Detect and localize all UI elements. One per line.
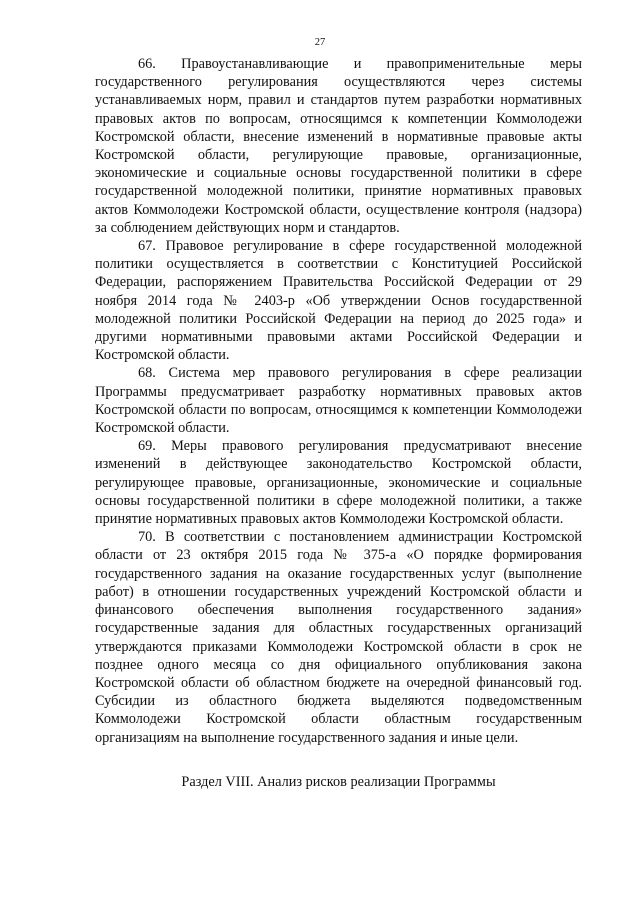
paragraph-70: 70. В соответствии с постановлением администрации Костромской области от 23 октября 2015 года № 375-а «О порядке формирования государственного задания на оказание государственных услуг (выполнение работ) в отношении государственных учреждений Костромской области и финансового обеспечения выполнения государственного задания» государственные задания для областных государственных организаций утверждаются приказами Коммолодежи Костромской области в срок не позднее одного месяца со дня официального опубликования закона Костромской области об областном бюджете на очередной финансовый год. Субсидии из областного бюджета выделяются подведомственным Коммолодежи Костромской области областным государственным организациям на выполнение государственного задания и иные цели.: [95, 529, 582, 746]
paragraph-69: 69. Меры правового регулирования предусматривают внесение изменений в действующее законодательство Костромской области, регулирующее правовые, организационные, экономические и социальные основы государственной политики в сфере молодежной политики, а также принятие нормативных правовых актов Коммолодежи Костромской области.: [95, 438, 582, 528]
paragraph-68: 68. Система мер правового регулирования в сфере реализации Программы предусматривает разработку нормативных правовых актов Костромской области по вопросам, относящимся к компетенции Коммолодежи Костромской области.: [95, 365, 582, 437]
paragraph-66: 66. Правоустанавливающие и правоприменительные меры государственного регулирования осуществляются через системы устанавливаемых норм, правил и стандартов путем разработки нормативных правовых актов по вопросам, относящимся к компетенции Коммолодежи Костромской области, внесение изменений в нормативные правовые акты Костромской области, регулирующие правовые, организационные, экономические и социальные основы государственной политики в сфере государственной молодежной политики, принятие нормативных правовых актов Коммолодежи Костромской области, осуществление контроля (надзора) за соблюдением действующих норм и стандартов.: [95, 56, 582, 236]
page-number: 27: [314, 37, 326, 48]
paragraph-67: 67. Правовое регулирование в сфере государственной молодежной политики осуществляется в соответствии с Конституцией Российской Федерации, распоряжением Правительства Российской Федерации от 29 ноября 2014 года № 2403-р «Об утверждении Основ государственной молодежной политики Российской Федерации на период до 2025 года» и другими нормативными правовыми актами Российской Федерации и Костромской области.: [95, 238, 582, 364]
document-body: [95, 55, 582, 791]
section-heading: Раздел VIII. Анализ рисков реализации Программы: [181, 773, 496, 790]
